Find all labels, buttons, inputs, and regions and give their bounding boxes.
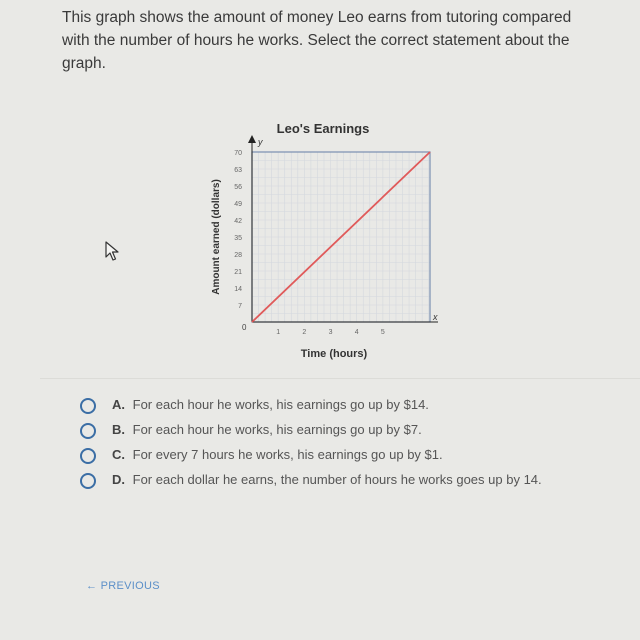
option-c-letter: C. [112,447,125,462]
option-c-radio[interactable] [80,448,96,464]
x-axis-letter: x [433,312,438,322]
x-tick-label: 3 [328,329,333,336]
option-b-letter: B. [112,422,125,437]
x-tick-label: 2 [302,329,307,336]
y-tick-label: 63 [234,167,242,174]
option-b[interactable] [80,423,600,439]
option-a-text: For each hour he works, his earnings go up by $14. [132,397,429,412]
y-axis-label: Amount earned (dollars) [211,179,222,295]
option-a[interactable] [80,398,600,414]
option-d-text: For each dollar he earns, the number of hours he works goes up by 14. [132,472,542,487]
option-a-letter: A. [112,397,125,412]
y-tick-label: 7 [238,303,242,310]
chart-title: Leo's Earnings [276,121,370,136]
divider [40,378,640,379]
y-tick-label: 28 [234,252,242,259]
y-tick-label: 21 [234,269,242,276]
x-tick-label: 4 [354,329,359,336]
origin-label: 0 [242,323,247,332]
x-axis-label: Time (hours) [300,348,368,360]
x-tick-label: 5 [380,329,385,336]
earnings-chart [200,115,445,365]
y-axis-letter: y [258,137,263,147]
option-c[interactable] [80,448,600,464]
y-tick-label: 35 [234,235,242,242]
y-tick-label: 42 [234,218,242,225]
answer-options [80,398,600,498]
y-tick-labels [234,150,242,310]
mouse-cursor-icon [104,240,122,267]
question-text: This graph shows the amount of money Leo earns from tutoring compared with the number of hours he works. Select the correct statement about the graph. [62,9,572,72]
previous-button[interactable]: ← PREVIOUS [86,580,160,592]
option-d[interactable] [80,473,600,489]
option-b-text: For each hour he works, his earnings go up by $7. [132,422,422,437]
option-c-text: For every 7 hours he works, his earnings go up by $1. [132,447,443,462]
option-d-letter: D. [112,472,125,487]
option-b-radio[interactable] [80,423,96,439]
option-a-radio[interactable] [80,398,96,414]
x-tick-label: 1 [276,329,281,336]
option-d-radio[interactable] [80,473,96,489]
y-tick-label: 56 [234,184,242,191]
x-tick-labels [276,329,385,336]
y-tick-label: 70 [234,150,242,157]
y-tick-label: 49 [234,201,242,208]
y-tick-label: 14 [234,286,242,293]
